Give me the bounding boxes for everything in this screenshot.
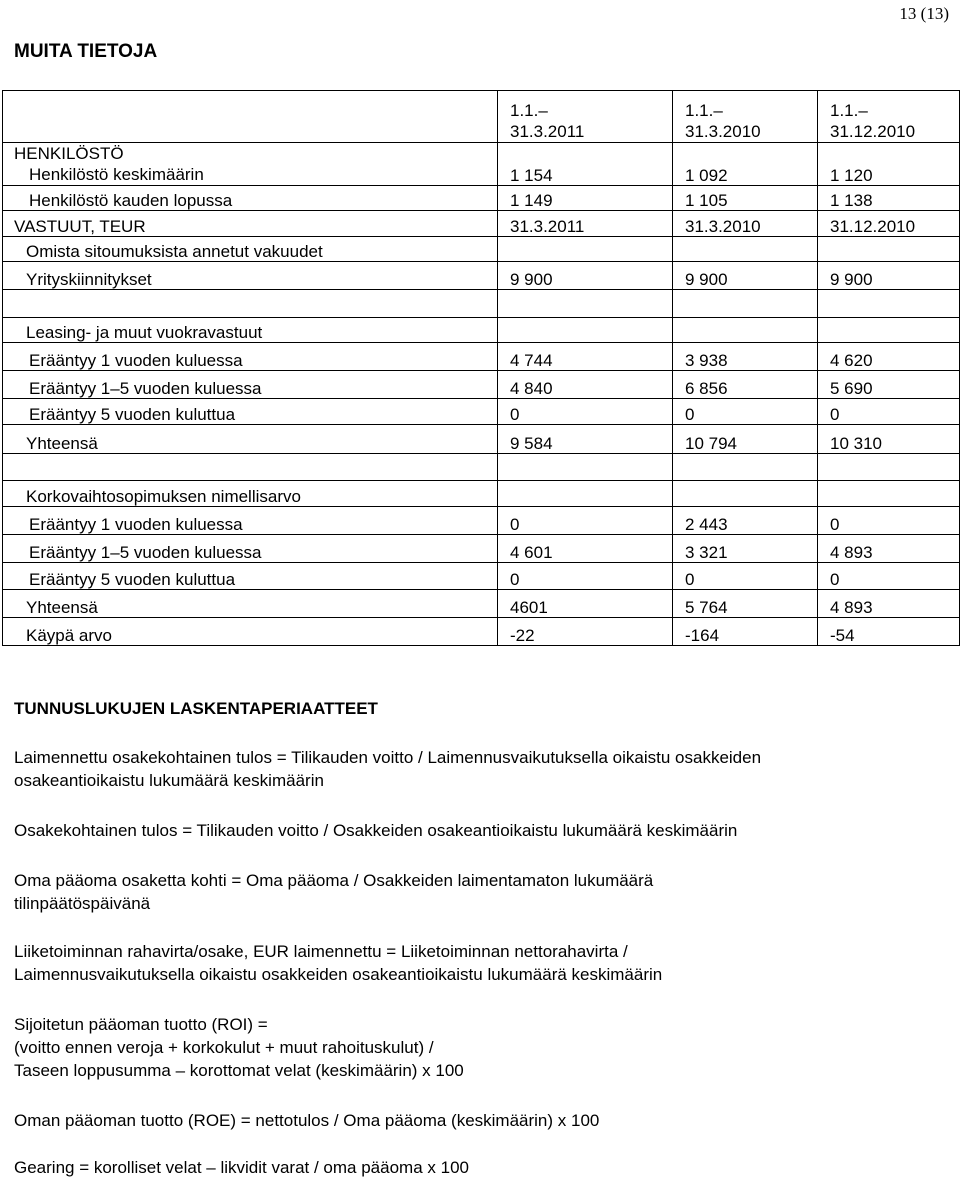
formula-paragraph — [14, 746, 949, 792]
row-label: Erääntyy 1–5 vuoden kuluessa — [3, 371, 498, 399]
table-row-empty — [3, 290, 960, 318]
table-row — [3, 186, 960, 211]
formula-paragraph — [14, 940, 949, 986]
cell-value: -22 — [498, 618, 673, 646]
cell-value: 0 — [498, 507, 673, 535]
cell-value: 5 764 — [673, 590, 818, 618]
cell-value: 4 893 — [818, 590, 960, 618]
cell-value: 4 744 — [498, 343, 673, 371]
cell-value: 0 — [818, 507, 960, 535]
cell-value: 4 840 — [498, 371, 673, 399]
formula-line: tilinpäätöspäivänä — [14, 894, 151, 913]
date-cell: 31.3.2010 — [673, 211, 818, 237]
cell-value: 9 584 — [498, 425, 673, 454]
table-row — [3, 343, 960, 371]
formula-line: Laimennusvaikutuksella oikaistu osakkeiden osakeantioikaistu lukumäärä keskimäärin — [14, 965, 663, 984]
formula-line: Gearing = korolliset velat – likvidit varat / oma pääoma x 100 — [14, 1158, 469, 1177]
table-row-empty — [3, 454, 960, 481]
formula-line: Sijoitetun pääoman tuotto (ROI) = — [14, 1015, 268, 1034]
cell-value: 1 105 — [673, 186, 818, 211]
header-period-3: 1.1.– 31.12.2010 — [818, 91, 960, 143]
table-row-total — [3, 425, 960, 454]
cell-value: 9 900 — [818, 262, 960, 290]
row-label: Erääntyy 1 vuoden kuluessa — [3, 507, 498, 535]
section-title: MUITA TIETOJA — [14, 41, 158, 62]
formula-paragraph — [14, 1013, 949, 1082]
cell-value: 2 443 — [673, 507, 818, 535]
page-number: 13 (13) — [899, 4, 949, 23]
cell-value: -54 — [818, 618, 960, 646]
formula-paragraph — [14, 819, 949, 842]
fair-value-label: Käypä arvo — [3, 618, 498, 646]
row-label: Erääntyy 5 vuoden kuluttua — [3, 399, 498, 425]
cell-value: 9 900 — [673, 262, 818, 290]
henkilosto-block — [3, 143, 498, 186]
korko-title: Korkovaihtosopimuksen nimellisarvo — [3, 481, 498, 507]
formula-paragraph — [14, 1109, 949, 1132]
formulas-heading: TUNNUSLUKUJEN LASKENTAPERIAATTEET — [14, 699, 378, 718]
vastuut-title: VASTUUT, TEUR — [3, 211, 498, 237]
table-row — [3, 143, 960, 186]
cell-value: 1 092 — [673, 143, 818, 186]
table-row — [3, 371, 960, 399]
formula-line: Oman pääoman tuotto (ROE) = nettotulos / Oma pääoma (keskimäärin) x 100 — [14, 1111, 600, 1130]
cell-value: -164 — [673, 618, 818, 646]
cell-value: 0 — [498, 399, 673, 425]
cell-value: 0 — [498, 563, 673, 590]
header-empty-cell — [3, 91, 498, 143]
cell-value: 0 — [673, 563, 818, 590]
table-row — [3, 563, 960, 590]
cell-value: 4 893 — [818, 535, 960, 563]
table-row — [3, 507, 960, 535]
row-label: Henkilöstö kauden lopussa — [3, 186, 498, 211]
table-row — [3, 211, 960, 237]
table-header-row — [3, 91, 960, 143]
table-row — [3, 535, 960, 563]
cell-value: 0 — [818, 563, 960, 590]
cell-value: 0 — [673, 399, 818, 425]
henkilosto-title: HENKILÖSTÖ — [14, 144, 124, 163]
cell-value: 10 310 — [818, 425, 960, 454]
cell-value: 4 620 — [818, 343, 960, 371]
row-label: Yrityskiinnitykset — [3, 262, 498, 290]
formula-line: (voitto ennen veroja + korkokulut + muut rahoituskulut) / — [14, 1038, 434, 1057]
cell-value: 4 601 — [498, 535, 673, 563]
header-period-2: 1.1.– 31.3.2010 — [673, 91, 818, 143]
table-row — [3, 618, 960, 646]
header-period-1: 1.1.– 31.3.2011 — [498, 91, 673, 143]
formula-line: Liiketoiminnan rahavirta/osake, EUR laimennettu = Liiketoiminnan nettorahavirta / — [14, 942, 628, 961]
table-row — [3, 481, 960, 507]
table-row-total — [3, 590, 960, 618]
row-label: Erääntyy 1 vuoden kuluessa — [3, 343, 498, 371]
cell-value: 1 149 — [498, 186, 673, 211]
table-row — [3, 399, 960, 425]
date-cell: 31.12.2010 — [818, 211, 960, 237]
cell-value: 1 120 — [818, 143, 960, 186]
leasing-title: Leasing- ja muut vuokravastuut — [3, 318, 498, 343]
total-label: Yhteensä — [3, 590, 498, 618]
formula-line: Osakekohtainen tulos = Tilikauden voitto / Osakkeiden osakeantioikaistu lukumäärä keskimäärin — [14, 821, 738, 840]
cell-value: 0 — [818, 399, 960, 425]
formula-line: Oma pääoma osaketta kohti = Oma pääoma / Osakkeiden laimentamaton lukumäärä — [14, 871, 654, 890]
row-label: Henkilöstö keskimäärin — [29, 165, 204, 184]
cell-value: 1 154 — [498, 143, 673, 186]
cell-value: 4601 — [498, 590, 673, 618]
row-label: Erääntyy 5 vuoden kuluttua — [3, 563, 498, 590]
formula-line: Laimennettu osakekohtainen tulos = Tilikauden voitto / Laimennusvaikutuksella oikaistu osakkeiden — [14, 748, 762, 767]
formula-paragraph — [14, 1156, 949, 1179]
vakuudet-title: Omista sitoumuksista annetut vakuudet — [3, 237, 498, 262]
table-row — [3, 318, 960, 343]
total-label: Yhteensä — [3, 425, 498, 454]
table-row — [3, 237, 960, 262]
table-row — [3, 262, 960, 290]
cell-value: 1 138 — [818, 186, 960, 211]
formula-paragraph — [14, 869, 949, 915]
formula-line: osakeantioikaistu lukumäärä keskimäärin — [14, 771, 324, 790]
cell-value: 5 690 — [818, 371, 960, 399]
date-cell: 31.3.2011 — [498, 211, 673, 237]
financial-table — [2, 90, 960, 646]
cell-value: 6 856 — [673, 371, 818, 399]
cell-value: 3 321 — [673, 535, 818, 563]
cell-value: 9 900 — [498, 262, 673, 290]
formula-line: Taseen loppusumma – korottomat velat (keskimäärin) x 100 — [14, 1061, 464, 1080]
row-label: Erääntyy 1–5 vuoden kuluessa — [3, 535, 498, 563]
cell-value: 10 794 — [673, 425, 818, 454]
cell-value: 3 938 — [673, 343, 818, 371]
